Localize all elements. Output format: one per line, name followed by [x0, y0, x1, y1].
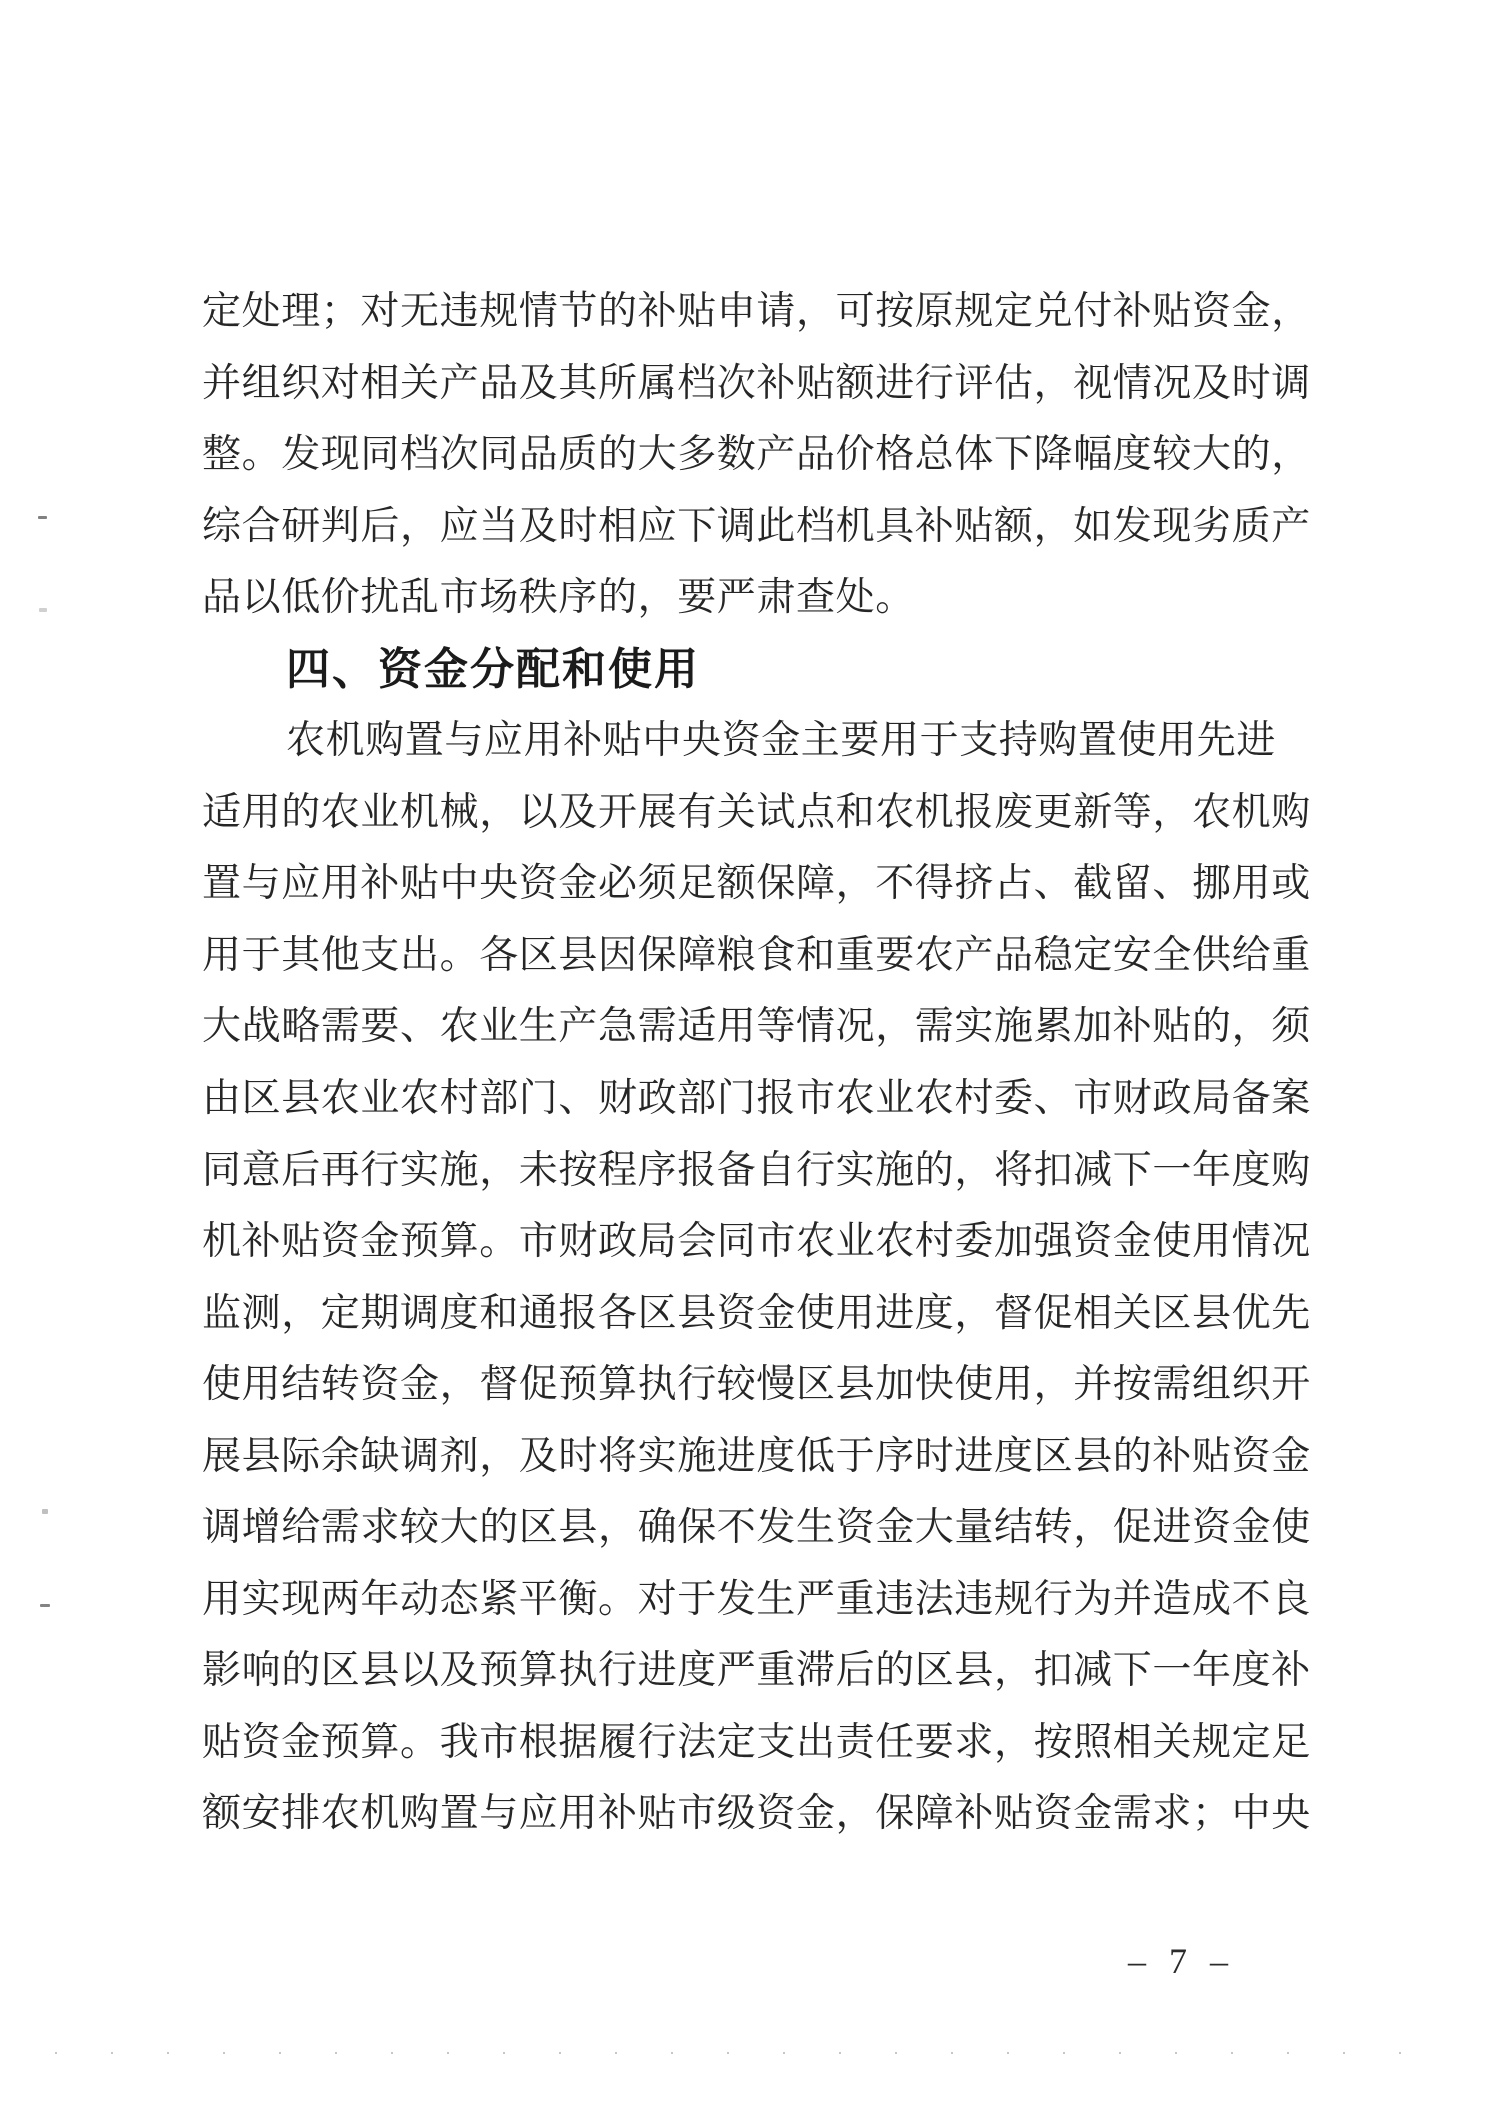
text-line: 机补贴资金预算。市财政局会同市农业农村委加强资金使用情况: [202, 1220, 1311, 1264]
text-line: 定处理；对无违规情节的补贴申请，可按原规定兑付补贴资金，: [202, 290, 1311, 333]
text-line: 并组织对相关产品及其所属档次补贴额进行评估，视情况及时调: [202, 361, 1311, 405]
text-line: 由区县农业农村部门、财政部门报市农业农村委、市财政局备案: [202, 1077, 1311, 1121]
text-line: 品以低价扰乱市场秩序的，要严肃查处。: [202, 576, 915, 620]
scan-artifact-dash-4: [40, 1604, 50, 1607]
section-heading: 四、资金分配和使用: [286, 643, 700, 695]
text-line: 综合研判后，应当及时相应下调此档机具补贴额，如发现劣质产: [202, 504, 1311, 548]
text-line: 置与应用补贴中央资金必须足额保障，不得挤占、截留、挪用或: [202, 862, 1311, 906]
text-line: 额安排农机购置与应用补贴市级资金，保障补贴资金需求；中央: [202, 1792, 1311, 1836]
text-line: 整。发现同档次同品质的大多数产品价格总体下降幅度较大的，: [202, 433, 1311, 477]
text-line: 用实现两年动态紧平衡。对于发生严重违法违规行为并造成不良: [202, 1577, 1311, 1621]
scan-artifact-dotted-line: [55, 2052, 1455, 2054]
paragraph-continuation: [202, 276, 1320, 634]
text-line: 监测，定期调度和通报各区县资金使用进度，督促相关区县优先: [202, 1291, 1311, 1335]
scan-artifact-dash-3: [42, 1509, 48, 1514]
scan-artifact-dash-1: [38, 516, 47, 519]
text-line: 使用结转资金，督促预算执行较慢区县加快使用，并按需组织开: [202, 1363, 1311, 1407]
text-line: 展县际余缺调剂，及时将实施进度低于序时进度区县的补贴资金: [202, 1434, 1311, 1478]
page-number: – 7 –: [1128, 1941, 1235, 1981]
text-line: 同意后再行实施，未按程序报备自行实施的，将扣减下一年度购: [202, 1148, 1311, 1192]
text-line: 农机购置与应用补贴中央资金主要用于支持购置使用先进: [286, 719, 1277, 763]
text-line: 用于其他支出。各区县因保障粮食和重要农产品稳定安全供给重: [202, 933, 1311, 977]
text-line: 调增给需求较大的区县，确保不发生资金大量结转，促进资金使: [202, 1506, 1311, 1550]
section-paragraph: [202, 705, 1320, 1850]
text-line: 适用的农业机械，以及开展有关试点和农机报废更新等，农机购: [202, 790, 1311, 834]
text-line: 贴资金预算。我市根据履行法定支出责任要求，按照相关规定足: [202, 1720, 1311, 1764]
scan-artifact-dash-2: [39, 608, 47, 612]
text-line: 大战略需要、农业生产急需适用等情况，需实施累加补贴的，须: [202, 1005, 1311, 1049]
text-line: 影响的区县以及预算执行进度严重滞后的区县，扣减下一年度补: [202, 1649, 1311, 1693]
document-body: [202, 276, 1320, 1850]
